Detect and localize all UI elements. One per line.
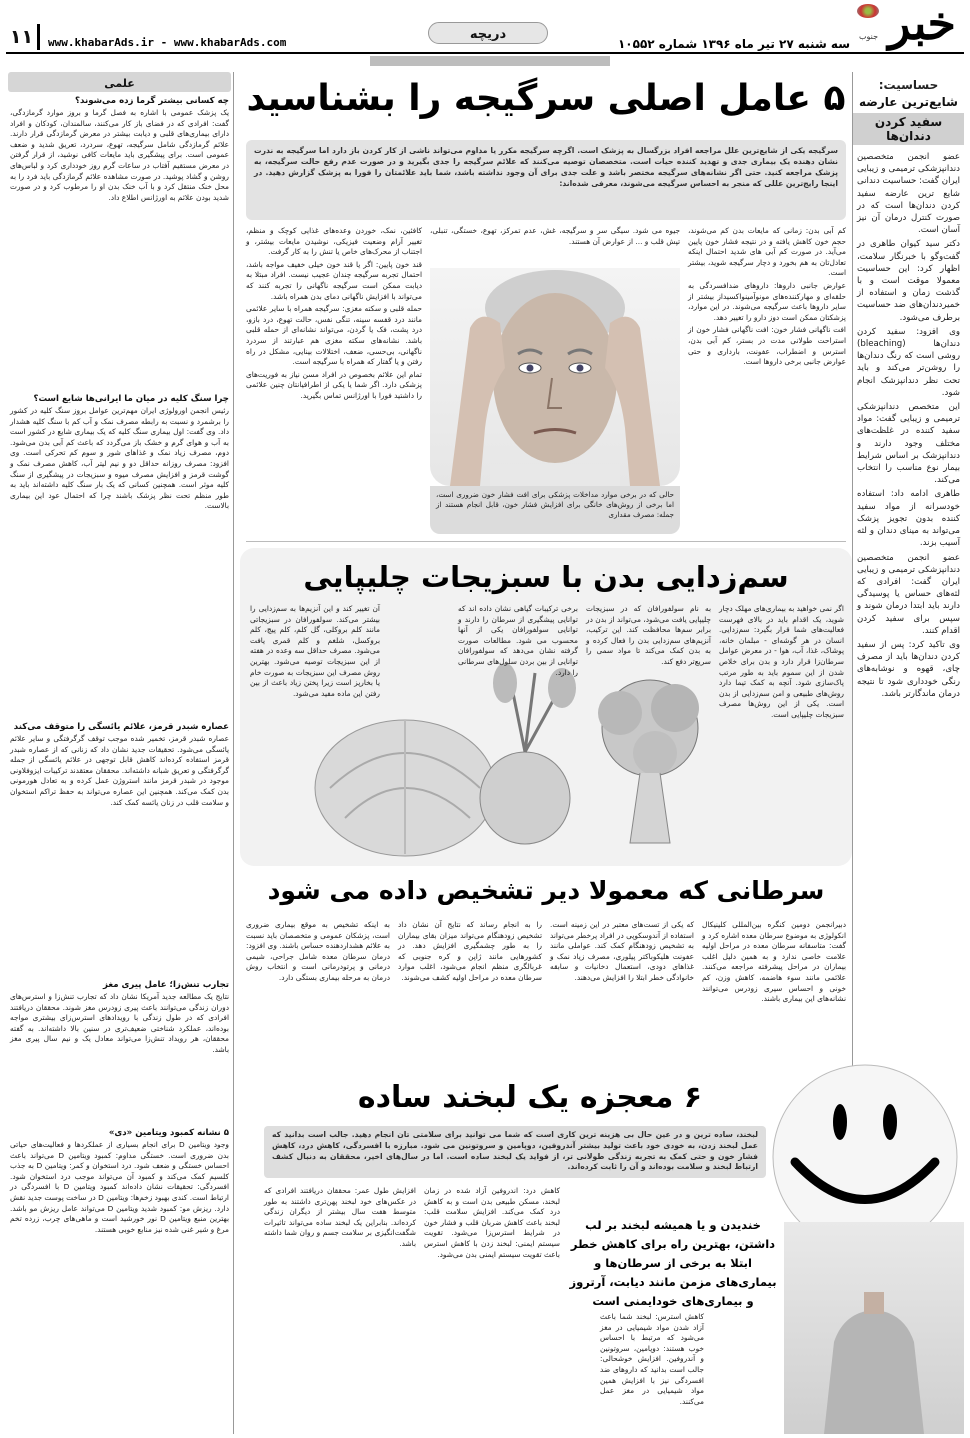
article1-caption: حالی که در برخی موارد مداخلات پزشکی برای افت فشار خون ضروری است، اما برخی از روش‌های خانگی برای افزایش فشار خون، قابل انجام هستند از جمله: مصرف مقداری [436, 490, 674, 519]
article3-col-3: را به انجام رساند که نتایج آن نشان داد تشخیص زودهنگام می‌تواند میزان بقای بیماران را به طور چشمگیری افزایش دهد. در کشورهایی مانند ژاپن و کره جنوبی که غربالگری منظم انجام می‌شود، اغلب موارد سرطان معده در مراحل اولیه کشف می‌شوند. [398, 920, 542, 982]
article1-paragraph: تمام این علائم بخصوص در افراد مسن نیاز به فوریت‌های پزشکی دارد. اگر شما یا یکی از اطرافیانتان چنین علائمی را داشتید فورا با اورژانس تماس بگیرید. [246, 369, 422, 400]
article2-col-1: اگر نمی خواهید به بیماری‌های مهلک دچار شوید، یک اقدام باید در بالای فهرست فعالیت‌های شما قرار بگیرد: سم‌زدایی. انسان در هر گوشه‌ای - مبلمان خانه، پوشاک، غذا، آب، هوا - در معرض عوامل سرطان‌زا قرار دارد و بدن برای خلاص شدن از این سموم باید به طور مرتب پاک‌سازی شود. آنچه به کمک تیما دارد روش‌های طبیعی و امن سم‌زدایی از بدن است. یکی از این روش‌ها مصرف سبزیجات چلیپایی است. [719, 604, 844, 719]
article4-quote: خندیدن و یا همیشه لبخند بر لب داشتن، بهترین راه برای کاهش خطر ابتلا به برخی از سرطان‌ها و بیماری‌های مزمن مانند دیابت، آرتروز و بیماری‌های خودایمنی است [569, 1218, 777, 1308]
right-paragraph: دکتر سید کیوان طاهری در گفت‌وگو با خبرنگار سلامت، اظهار کرد: این حساسیت معمولا موقت است و با گذشت زمان و استفاده از خمیردندان‌های ضد حساسیت برطرف می‌شود. [857, 239, 960, 323]
page-number-text: ۱۱ [9, 26, 34, 48]
article3-col-1: دبیرانجمن دومین کنگره بین‌المللی کلینیکال انکولوژی به موضوع سرطان معده اشاره کرد و گفت: متاسفانه سرطان معده در مراحل اولیه علامت خاصی ندارد و به همین دلیل اغلب بیماران در مراحل پیشرفته مراجعه می‌کنند. علائمی مانند سوء هاضمه، کاهش وزن، کم خونی و احساس سیری زودرس می‌توانند نشانه‌های این بیماری باشند. [702, 920, 846, 1004]
article1-col-left [246, 226, 422, 534]
smiley-face-icon [770, 1062, 960, 1232]
article1-col-right [688, 226, 846, 534]
page-number [6, 24, 40, 50]
article2-title: سم‌زدایی بدن با سبزیجات چلیپایی [303, 560, 789, 594]
article1-paragraph: جیوه می شود. سیگی سر و سرگیجه، غش، عدم تمرکز، تهوع، خستگی، تنبلی، تپش قلب و ... از عوارض آن هستند. [430, 226, 680, 246]
left-section [6, 394, 233, 716]
left-section [6, 980, 233, 1122]
photo-caption-box [430, 486, 680, 534]
logo-subtext: جنوب [859, 32, 879, 41]
article-dizziness [240, 72, 852, 542]
article1-bottom-curve [246, 538, 846, 542]
website-link[interactable]: www.khabarAds.ir - www.khabarAds.com [48, 36, 287, 49]
article4-title: ۶ معجزه یک لبخند ساده [357, 1080, 703, 1115]
article1-paragraph: قند خون پایین: اگر یا قند خون خیلی خفیف مواجه باشد، احتمال تجربه سرگیجه چندان عجیب نیست. افراد مبتلا به دیابت ممکن است سرگیجه ناگهانی را تجربه کنند که می‌تواند با افزایش ناگهانی دمای بدن همراه باشد. [246, 259, 422, 301]
masthead [0, 0, 970, 73]
article4-lead-box [264, 1126, 766, 1178]
article3-col-4: به اینکه تشخیص به موقع بیماری ضروری است، پزشکان عمومی و متخصصان باید نسبت به علائم هشداردهنده حساس باشند. وی افزود: درمان سرطان معده شامل جراحی، شیمی درمانی و پرتودرمانی است و انتخاب روش درمان به مرحله بیماری بستگی دارد. [246, 920, 390, 982]
right-paragraph: وی تاکید کرد: پس از سفید کردن دندان‌ها باید از مصرف چای، قهوه و نوشابه‌های رنگی خودداری شود تا نتیجه درمان ماندگارتر باشد. [857, 639, 960, 699]
banner-strip [370, 56, 610, 73]
broccoli-icon [598, 680, 699, 843]
headache-man-photo [430, 268, 680, 486]
right-paragraph: این متخصص دندانپزشکی ترمیمی و زیبایی گفت: مواد سفید کننده در غلظت‌های مختلف وجود دارند و دندانپزشک بر اساس شرایط بیمار نوع مناسب را انتخاب می‌کند. [857, 402, 960, 486]
left-heading: چرا سنگ کلیه در میان ما ایرانی‌ها شایع است؟ [33, 394, 229, 404]
article-cancer [240, 872, 852, 1058]
smile-person-photo [784, 1222, 964, 1434]
article1-paragraph: کم آبی بدن: زمانی که مایعات بدن کم می‌شوند، حجم خون کاهش یافته و در نتیجه فشار خون پایین می‌آید. در صورت کم آبی های شدید احتمال اینکه تعادل‌تان به هم بخورد و دچار سرگیجه شوید، بیشتر است. [688, 226, 846, 278]
article4-col-3: افزایش طول عمر: محققان دریافتند افرادی که در عکس‌های خود لبخند پهن‌تری داشتند به طور متوسط هفت سال بیشتر از دیگران زندگی کرده‌اند. بنابراین یک لبخند ساده می‌تواند تاثیرات شگفت‌انگیزی بر سلامت جسم و روان شما داشته باشد. [264, 1186, 416, 1248]
right-paragraph: طاهری ادامه داد: استفاده خودسرانه از مواد سفید کننده بدون تجویز پزشک می‌تواند به مینای دندان و لثه آسیب بزند. [857, 489, 960, 549]
man-with-headache-illustration [430, 268, 680, 486]
person-silhouette-icon [784, 1222, 964, 1434]
article4-col-1: کاهش استرس: لبخند شما باعث آزاد شدن مواد شیمیایی در مغز می‌شود که مرتبط با احساس خوب هستند: دوپامین، سروتونین و آندروفین. افزایش خوشحالی: جالب است بدانید که داروهای ضد افسردگی نیز با افزایش همین مواد شیمیایی در مغز عمل می‌کنند. [600, 1312, 704, 1406]
article-vegetables [240, 548, 852, 866]
right-paragraph: عضو انجمن متخصصین دندانپزشکی ترمیمی و زیبایی ایران گفت: حساسیت دندانی شایع ترین عارضه سفید کردن دندان‌ها است که در صورت کنترل درمان آن نیز آسان است. [857, 152, 960, 236]
science-section-tab [8, 72, 231, 92]
left-body: یک پزشک عمومی با اشاره به فصل گرما و بروز موارد گرمازدگی، گفت: افرادی که در فضای باز کار می‌کنند، سالمندان، کودکان و افراد دارای بیماری‌های قلبی و دیابت بیشتر در معرض گرمازدگی قرار دارند. علائم گرمازدگی شامل سرگیجه، تهوع، سردرد، تعریق شدید و ضعف عمومی است. برای پیشگیری باید مایعات کافی نوشید، از قرار گرفتن در معرض مستقیم آفتاب در ساعات گرم روز خودداری کرد و لباس‌های روشن و گشاد پوشید. در صورت مشاهده علائم گرمازدگی باید فرد را به محل خنک منتقل کرد و با آب خنک بدن او را مرطوب کرد و در صورت شدید بودن علائم به اورژانس اطلاع داد. [10, 108, 229, 202]
article2-col-2: به نام سولفورافان که در سبزیجات چلیپایی یافت می‌شود، می‌تواند از بدن در برابر سم‌ها محافظت کند. این ترکیب، آنزیم‌های سم‌زدایی بدن را فعال کرده و به بدن کمک می‌کند تا مواد سمی را سریع‌تر دفع کند. [586, 604, 711, 666]
issue-date: سه شنبه ۲۷ تیر ماه ۱۳۹۶ شماره ۱۰۵۵۲ [617, 37, 850, 51]
article3-title: سرطانی که معمولا دیر تشخیص داده می شود [267, 876, 825, 905]
section-title: دریچه [469, 27, 507, 42]
left-section [6, 1128, 233, 1430]
left-body: وجود ویتامین D برای انجام بسیاری از عملکردها و فعالیت‌های حیاتی بدن ضروری است. خستگی مداوم: کمبود ویتامین D می‌تواند باعث احساس خستگی و ضعف شود. درد استخوان و کمر: ویتامین D به جذب کلسیم کمک می‌کند و کمبود آن می‌تواند موجب درد استخوان شود. افسردگی: تحقیقات نشان داده‌اند کمبود ویتامین D با افسردگی در ارتباط است. کندی بهبود زخم‌ها: ویتامین D در ساخت پوست جدید نقش دارد. ریزش مو: کمبود شدید ویتامین D می‌تواند عامل ریزش مو باشد. بهترین منبع ویتامین D نور خورشید است و ماهی‌های چرب، زرده تخم مرغ و شیر غنی شده نیز منابع خوبی هستند. [10, 1140, 230, 1234]
left-section [6, 722, 233, 974]
left-section [6, 96, 233, 388]
article2-col-3: برخی ترکیبات گیاهی نشان داده اند که توانایی پیشگیری از سرطان را دارند و توانایی سولفورافان یکی از آنها محسوب می شود. مطالعات صورت گرفته نشان می‌دهد که سولفورافان توانایی از بین بردن سلول‌های سرطانی را دارد. [458, 604, 578, 677]
article3-col-2: که یکی از تست‌های معتبر در این زمینه است. استفاده از آندوسکوپی در افراد پرخطر می‌تواند به تشخیص زودهنگام کمک کند. عواملی مانند عفونت هلیکوباکتر پیلوری، مصرف زیاد نمک و غذاهای دودی، استعمال دخانیات و سابقه خانوادگی خطر ابتلا را افزایش می‌دهند. [550, 920, 694, 982]
article1-paragraph: افت ناگهانی فشار خون: افت ناگهانی فشار خون از استراحت طولانی مدت در بستر، کم آبی بدن، استرس و اضطراب، عفونت، بارداری و حتی عوارض جانبی برخی داروها است. [688, 325, 846, 367]
right-kicker: حساسیت: [878, 78, 939, 92]
article2-col-4: آن تغییر کند و این آنزیم‌ها به سم‌زدایی را بیشتر می‌کند. سولفورافان در سبزیجاتی مانند کلم بروکلی، گل کلم، کلم پیچ، کلم بروکسل، شلغم و کلم قمری یافت می‌شود. مصرف حداقل سه وعده در هفته از این سبزیجات توصیه می‌شود. بهترین روش مصرف این سبزیجات به صورت خام یا بخارپز است زیرا پختن زیاد باعث از بین رفتن این ماده مفید می‌شود. [250, 604, 380, 698]
kohlrabi-icon [480, 663, 576, 844]
article1-paragraph: عوارض جانبی داروها: داروهای ضدافسردگی به حلقه‌ای و مهارکننده‌های مونوآمینواکسیداز بیشتر از سایر داروها باعث سرگیجه می‌شوند. در این موارد، پزشکتان ممکن است دوز دارو را تغییر دهد. [688, 280, 846, 322]
article1-lead: سرگیجه یکی از شایع‌ترین علل مراجعه افراد بزرگسال به پزشک است. اگرچه سرگیجه مکرر یا مداوم می‌تواند ناشی از کار کردن باز دارد اما سرگیجه به ندرت نشان دهنده یک بیماری جدی و تهدید کننده حیات است. متخصصان توصیه می‌کنند که علائم سرگیجه را جدی بگیرید و در صورت عدم رفع حالت سرگیجه، به پزشک مراجعه کنید. حتی اگر نشانه‌های سرگیجه مختصر باشد و علت جدی برای آن وجود نداشته باشد، شما باید علائمتان را فورا به پزشک گزارش دهید. در اینجا رایج‌ترین عللی که منجر به احساس سرگیجه می‌شوند، معرفی شده‌اند: [254, 146, 838, 188]
right-title-line2: سفید کردن دندان‌ها [853, 113, 964, 145]
article1-paragraph: کافئین، نمک، خوردن وعده‌های غذایی کوچک و منظم، تغییر آرام وضعیت فیزیکی، نوشیدن مایعات بیشتر، و اجتناب از محرک‌های خاص یا تنش را به کار گرفت. [246, 226, 422, 257]
left-column [6, 72, 234, 1434]
logo-ornament-icon [857, 4, 879, 18]
right-title-line1: شایع‌ترین عارضه [859, 95, 958, 109]
newspaper-logo [857, 2, 962, 50]
left-heading: چه کسانی بیشتر گرما زده می‌شوند؟ [75, 96, 229, 106]
article4-col-2: کاهش درد: اندروفین آزاد شده در زمان لبخند، مسکن طبیعی بدن است و به کاهش درد کمک می‌کند. افزایش سلامت قلب: لبخند باعث کاهش ضربان قلب و فشار خون در شرایط استرس‌زا می‌شود. تقویت سیستم ایمنی: لبخند زدن با کاهش استرس باعث تقویت سیستم ایمنی بدن می‌شود. [424, 1186, 560, 1259]
article1-title: ۵ عامل اصلی سرگیجه را بشناسید [246, 78, 846, 119]
section-tab [428, 22, 548, 44]
left-body: رئیس انجمن اورولوژی ایران مهم‌ترین عوامل بروز سنگ کلیه در کشور را برشمرد و نسبت به رابطه مصرف نمک و آب کم با سنگ کلیه هشدار داد. وی گفت: اول بیماری سنگ کلیه که یک بیماری شایع در کشور است به آب و هوای گرم و خشک باز می‌گردد که باعث کم آبی بدن می‌شود. دوم، مصرف زیاد نمک و غذاهای شور و سوم کم تحرکی است. وی افزود: مصرف روزانه حداقل دو و نیم لیتر آب، کاهش مصرف نمک و گوشت قرمز و افزایش مصرف میوه و سبزیجات در پیشگیری از سنگ کلیه موثر است. همچنین کسانی که یک بار سنگ کلیه داشته‌اند باید به طور منظم تحت نظر پزشک باشند چرا که احتمال عود این بیماری بالاست. [10, 406, 229, 511]
article1-lead-box [246, 140, 846, 220]
right-paragraph: وی افزود: سفید کردن دندان‌ها (bleaching) روشی است که رنگ دندان‌ها را روشن‌تر می‌کند و باید تحت نظر دندانپزشک انجام شود. [857, 326, 960, 398]
logo-text: خبر [888, 0, 956, 50]
article4-lead: لبخند، ساده ترین و در عین حال بی هزینه ترین کاری است که شما می توانید برای سلامتی تان انجام دهید. جالب است بدانید که عمل لبخند زدن، به خودی خود باعث تولید بیشتر آندروفین، دوپامین و سروتونین می شود. مبارزه با افسردگی، کاهش درد، کاهش فشار خون و حتی کمک به تجربه زندگی طولانی تر، از فواید یک لبخند ساده است. اما در سال‌های اخیر، محققان به دنبال کشف ارتباط لبخند و سلامت بوده‌اند و آن را ثابت کرده‌اند. [272, 1130, 758, 1172]
left-heading: تجارب تنش‌زا؛ عامل پیری مغز [103, 980, 229, 990]
science-section-label: علمی [104, 77, 135, 90]
banner-text: KHABAR-E-JONOOB MORNING NEWSPAPER [406, 65, 574, 73]
masthead-rule [6, 52, 964, 54]
left-body: نتایج یک مطالعه جدید آمریکا نشان داد که تجارب تنش‌زا و استرس‌های دوران زندگی می‌توانند باعث پیری زودرس مغز شوند. محققان دریافتند افرادی که در طول زندگی با رویدادهای استرس‌زای بیشتری مواجه بوده‌اند، عملکرد شناختی ضعیف‌تری در سنین بالا داشته‌اند. به گفته محققان، هر رویداد تنش‌زا می‌تواند معادل یک و نیم سال پیری مغز باشد. [10, 992, 229, 1054]
article-smile [240, 1062, 964, 1434]
article1-col-middle [430, 226, 680, 266]
left-body: عصاره شبدر قرمز، تخمیر شده موجب توقف گرگرفتگی و سایر علائم یائسگی می‌شود. تحقیقات جدید نشان داد که زنانی که از عصاره شبدر قرمز استفاده کرده‌اند کاهش قابل توجهی در علائم یائسگی از جمله گرگرفتگی و تعریق شبانه داشته‌اند. محققان معتقدند ترکیبات ایزوفلاونی موجود در شبدر قرمز مانند استروژن عمل کرده و به تعادل هورمونی بدن کمک می‌کند. همچنین این عصاره می‌تواند به حفظ تراکم استخوان و سلامت قلب در زنان یائسه کمک کند. [10, 734, 229, 807]
article1-paragraph: حمله قلبی و سکته مغزی: سرگیجه همراه با سایر علائمی مانند درد قفسه سینه، تنگی نفس، حالت تهوع، درد بازو، درد پشت، فک یا گردن، می‌تواند نشانه‌ای از حمله قلبی باشد. نشانه‌های سکته مغزی هم عبارتند از سردرد ناگهانی، بی‌حسی، ضعف، اختلالات بینایی، مشکل در راه رفتن و یا گفتار که همراه با سرگیجه است. [246, 304, 422, 367]
left-heading: عصاره شبدر قرمز، علائم یائسگی را متوقف می‌کند [13, 722, 229, 732]
left-heading: ۵ نشانه کمبود ویتامین «دی» [108, 1128, 229, 1138]
right-paragraph: عضو انجمن متخصصین دندانپزشکی ترمیمی و زیبایی ایران گفت: افرادی که لثه‌های حساس یا پوسیدگی دارند باید ابتدا درمان شوند و سپس برای سفید کردن اقدام کنند. [857, 552, 960, 636]
